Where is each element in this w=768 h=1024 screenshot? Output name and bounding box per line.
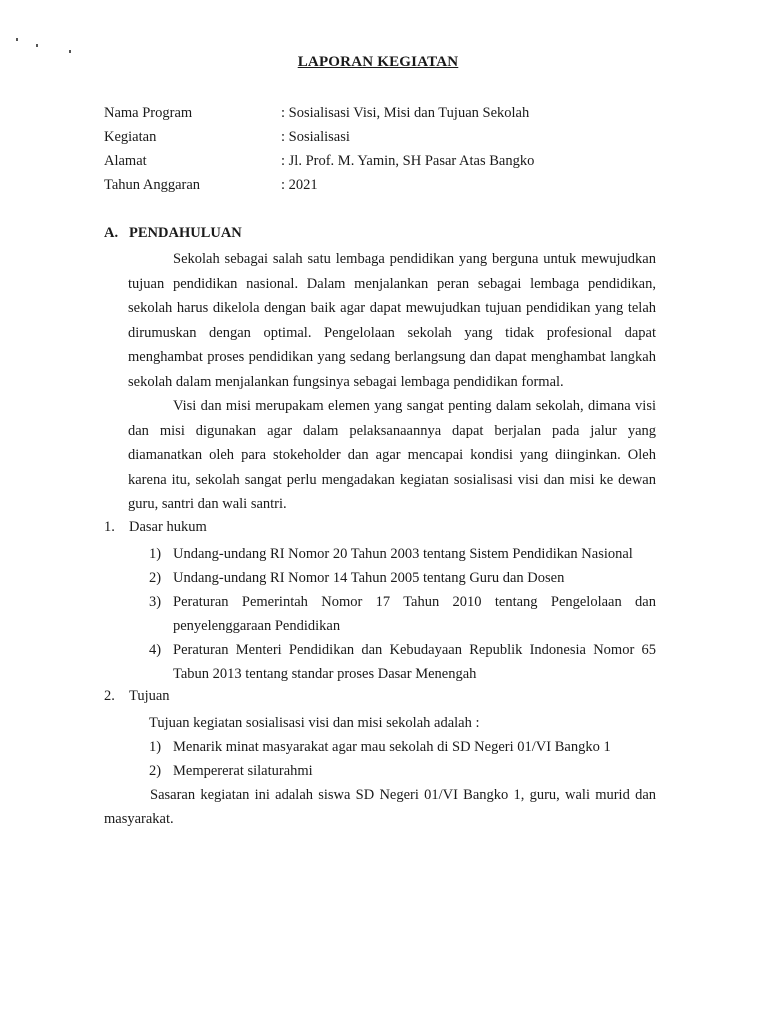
tujuan-block — [104, 686, 656, 832]
dasar-hukum-block — [104, 517, 656, 686]
list-item-text: Mempererat silaturahmi — [173, 762, 313, 779]
list-item — [149, 590, 656, 638]
subsection-number: 1. — [104, 518, 115, 535]
list-item — [149, 566, 656, 590]
list-item-number: 4) — [149, 641, 162, 658]
info-label: Tahun Anggaran — [104, 177, 201, 193]
list-item — [149, 542, 656, 566]
info-row-alamat — [104, 151, 534, 175]
section-letter: A. — [104, 225, 119, 241]
subsection-title: Tujuan — [129, 687, 170, 704]
info-value: : Sosialisasi — [281, 129, 350, 145]
paragraph-visi-misi: Visi dan misi merupakam elemen yang sangat penting dalam sekolah, dimana visi dan misi digunakan agar dalam pelaksanaannya dapat berjalan pada jalur yang diamanatkan oleh para stokeholder dan agar mencapai kondisi yang diinginkan. Oleh karena itu, sekolah sangat perlu mengadakan kegiatan sosialisasi visi dan misi ke dewan guru, santri dan wali santri. — [128, 398, 656, 512]
subsection-number: 2. — [104, 687, 115, 704]
info-label: Nama Program — [104, 105, 193, 121]
list-item-text: Undang-undang RI Nomor 20 Tahun 2003 tentang Sistem Pendidikan Nasional — [173, 545, 633, 562]
document-title: LAPORAN KEGIATAN — [297, 54, 459, 70]
list-item-number: 2) — [149, 762, 162, 779]
list-item-number: 3) — [149, 593, 162, 610]
section-title: PENDAHULUAN — [129, 225, 242, 241]
scan-speck — [36, 44, 38, 47]
list-item-number: 1) — [149, 545, 162, 562]
sasaran-paragraph: Sasaran kegiatan ini adalah siswa SD Negeri 01/VI Bangko 1, guru, wali murid dan masyarakat. — [104, 786, 656, 827]
info-label: Alamat — [104, 153, 147, 169]
list-item — [149, 735, 656, 759]
info-row-tahun — [104, 175, 534, 199]
info-value: : Sosialisasi Visi, Misi dan Tujuan Sekolah — [281, 105, 530, 121]
list-item-text: Peraturan Menteri Pendidikan dan Kebudayaan Republik Indonesia Nomor 65 Tabun 2013 tentang standar proses Dasar Menengah — [173, 641, 656, 682]
subsection-heading — [104, 517, 656, 542]
scan-speck — [16, 38, 18, 41]
program-info — [104, 103, 534, 199]
paragraph-intro: Sekolah sebagai salah satu lembaga pendidikan yang berguna untuk mewujudkan tujuan pendidikan nasional. Dalam menjalankan peran sebagai lembaga pendidikan, sekolah harus dikelola dengan baik agar dapat mewujudkan tujuan pendidikan yang telah dirumuskan dengan optimal. Pengelolaan sekolah yang tidak profesional dapat menghambat proses pendidikan yang sedang berlangsung dan dapat menghambat langkah sekolah dalam menjalankan fungsinya sebagai lembaga pendidikan formal. — [128, 251, 656, 390]
scan-speck — [69, 50, 71, 53]
list-item-number: 1) — [149, 738, 162, 755]
tujuan-intro: Tujuan kegiatan sosialisasi visi dan misi sekolah adalah : — [149, 714, 480, 731]
subsection-heading — [104, 686, 656, 711]
list-item — [149, 759, 656, 783]
section-heading — [104, 223, 656, 247]
list-item-number: 2) — [149, 569, 162, 586]
info-row-program — [104, 103, 534, 127]
list-item-text: Menarik minat masyarakat agar mau sekolah di SD Negeri 01/VI Bangko 1 — [173, 738, 611, 755]
info-value: : 2021 — [281, 177, 318, 193]
subsection-title: Dasar hukum — [129, 518, 207, 535]
list-item — [149, 638, 656, 686]
info-label: Kegiatan — [104, 129, 157, 145]
info-row-kegiatan — [104, 127, 534, 151]
section-pendahuluan — [104, 223, 656, 832]
list-item-text: Undang-undang RI Nomor 14 Tahun 2005 tentang Guru dan Dosen — [173, 569, 565, 586]
info-value: : Jl. Prof. M. Yamin, SH Pasar Atas Bangko — [281, 153, 535, 169]
list-item-text: Peraturan Pemerintah Nomor 17 Tahun 2010 tentang Pengelolaan dan penyelenggaraan Pendidikan — [173, 593, 656, 634]
